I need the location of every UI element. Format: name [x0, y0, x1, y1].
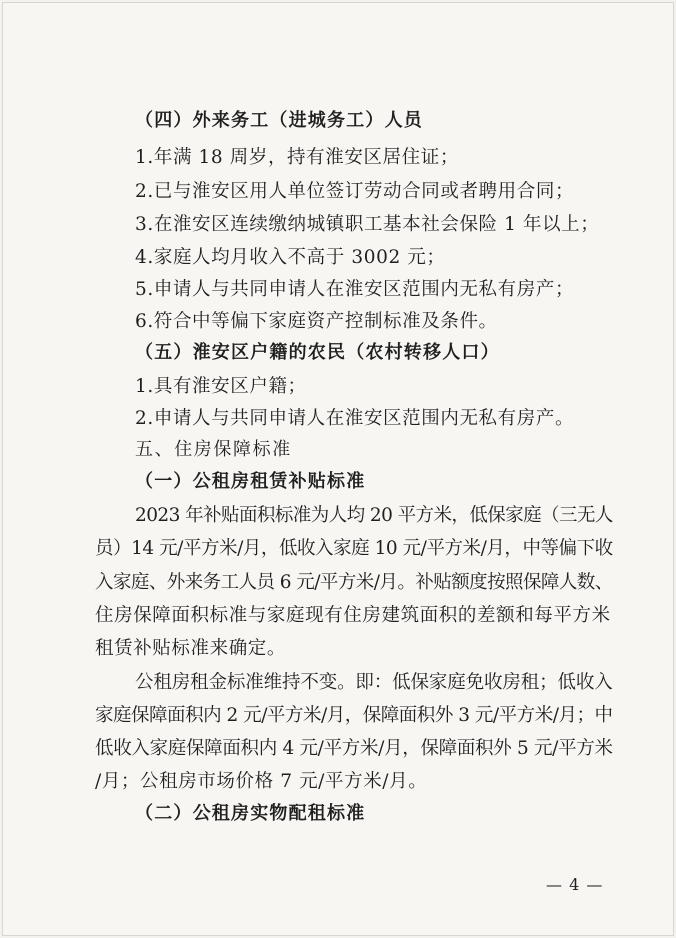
- paragraph-2-line-2: 家庭保障面积内 2 元/平方米/月，保障面积外 3 元/平方米/月；中: [95, 705, 613, 726]
- document-page: [2, 2, 674, 936]
- paragraph-1-line-2: 员）14 元/平方米/月，低收入家庭 10 元/平方米/月，中等偏下收: [95, 538, 613, 559]
- section-four-heading: （四）外来务工（进城务工）人员: [135, 110, 423, 131]
- paragraph-1-line-1: 2023 年补贴面积标准为人均 20 平方米，低保家庭（三无人: [135, 505, 613, 526]
- chapter-five-title: 五、住房保障标准: [135, 439, 292, 460]
- paragraph-1-line-3: 入家庭、外来务工人员 6 元/平方米/月。补贴额度按照保障人数、: [95, 572, 613, 593]
- paragraph-2-line-4: /月；公租房市场价格 7 元/平方米/月。: [95, 771, 428, 792]
- section-four-item-5: 5.申请人与共同申请人在淮安区范围内无私有房产；: [135, 279, 575, 300]
- section-five-heading: （五）淮安区户籍的农民（农村转移人口）: [135, 342, 500, 363]
- paragraph-1-line-4: 住房保障面积标准与家庭现有住房建筑面积的差额和每平方米: [95, 605, 611, 626]
- paragraph-2-line-1: 公租房租金标准维持不变。即：低保家庭免收房租；低收入: [135, 672, 613, 693]
- section-five-item-2: 2.申请人与共同申请人在淮安区范围内无私有房产。: [135, 408, 575, 429]
- section-four-item-6: 6.符合中等偏下家庭资产控制标准及条件。: [135, 311, 498, 332]
- page-number: — 4 —: [546, 875, 604, 894]
- paragraph-1-line-5: 租赁补贴标准来确定。: [95, 638, 287, 659]
- section-four-item-4: 4.家庭人均月收入不高于 3002 元；: [135, 247, 446, 268]
- subsection-two-heading: （二）公租房实物配租标准: [135, 803, 366, 824]
- section-four-item-3: 3.在淮安区连续缴纳城镇职工基本社会保险 1 年以上；: [135, 214, 600, 235]
- section-four-item-2: 2.已与淮安区用人单位签订劳动合同或者聘用合同；: [135, 181, 575, 202]
- subsection-one-heading: （一）公租房租赁补贴标准: [135, 471, 366, 492]
- paragraph-2-line-3: 低收入家庭保障面积内 4 元/平方米/月，保障面积外 5 元/平方米: [95, 738, 613, 759]
- section-four-item-1: 1.年满 18 周岁，持有淮安区居住证；: [135, 147, 459, 168]
- section-five-item-1: 1.具有淮安区户籍；: [135, 376, 307, 397]
